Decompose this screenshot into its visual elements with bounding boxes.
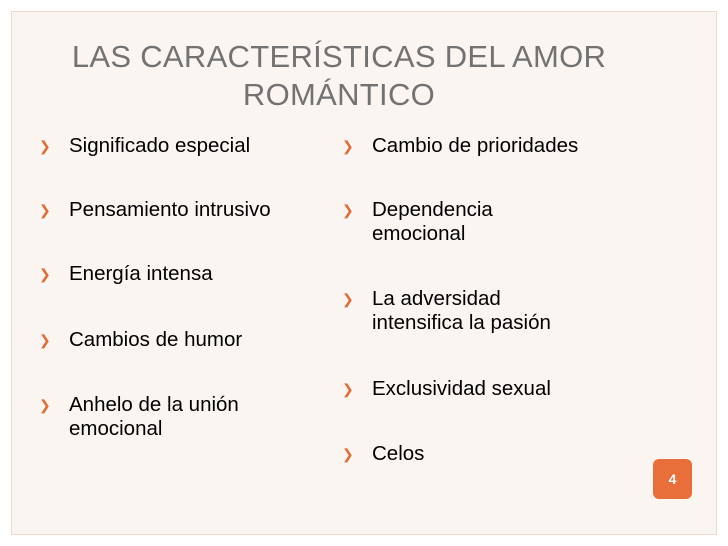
item-text: Pensamiento intrusivo: [69, 198, 271, 221]
bullet-icon: ❯: [342, 138, 354, 154]
bullet-icon: ❯: [39, 138, 51, 154]
title-line-1: LAS CARACTERÍSTICAS DEL AMOR: [71, 39, 607, 74]
item-text: Anhelo de la unión: [69, 393, 239, 416]
page-number-badge: [653, 459, 692, 499]
bullet-icon: ❯: [39, 397, 51, 413]
item-text: Cambios de humor: [69, 328, 243, 351]
bullet-icon: ❯: [39, 202, 51, 218]
bullet-icon: ❯: [39, 266, 51, 282]
item-text: Dependencia: [372, 198, 493, 221]
item-text: Significado especial: [69, 134, 251, 157]
list-item-left-4: [36, 328, 242, 352]
item-text: Exclusividad sexual: [372, 377, 551, 400]
title-line-2: ROMÁNTICO: [242, 77, 436, 112]
item-text: Energía intensa: [69, 262, 213, 285]
bullet-icon: ❯: [342, 202, 354, 218]
item-text: Celos: [372, 442, 425, 465]
slide-title: [40, 38, 638, 114]
item-text: emocional: [69, 417, 163, 440]
item-text: La adversidad: [372, 287, 501, 310]
list-item-right-5: [339, 442, 424, 466]
item-text: intensifica la pasión: [372, 311, 551, 334]
list-item-left-2: [36, 198, 271, 222]
list-item-left-1: [36, 134, 250, 158]
list-item-left-5: [36, 393, 239, 441]
list-item-right-1: [339, 134, 578, 158]
list-item-right-3: [339, 287, 551, 335]
item-text: Cambio de prioridades: [372, 134, 579, 157]
bullet-icon: ❯: [342, 381, 354, 397]
bullet-icon: ❯: [342, 446, 354, 462]
bullet-icon: ❯: [342, 291, 354, 307]
list-item-right-2: [339, 198, 493, 246]
bullet-icon: ❯: [39, 332, 51, 348]
item-text: emocional: [372, 222, 466, 245]
page-number: 4: [668, 471, 677, 487]
list-item-left-3: [36, 262, 213, 286]
list-item-right-4: [339, 377, 551, 401]
